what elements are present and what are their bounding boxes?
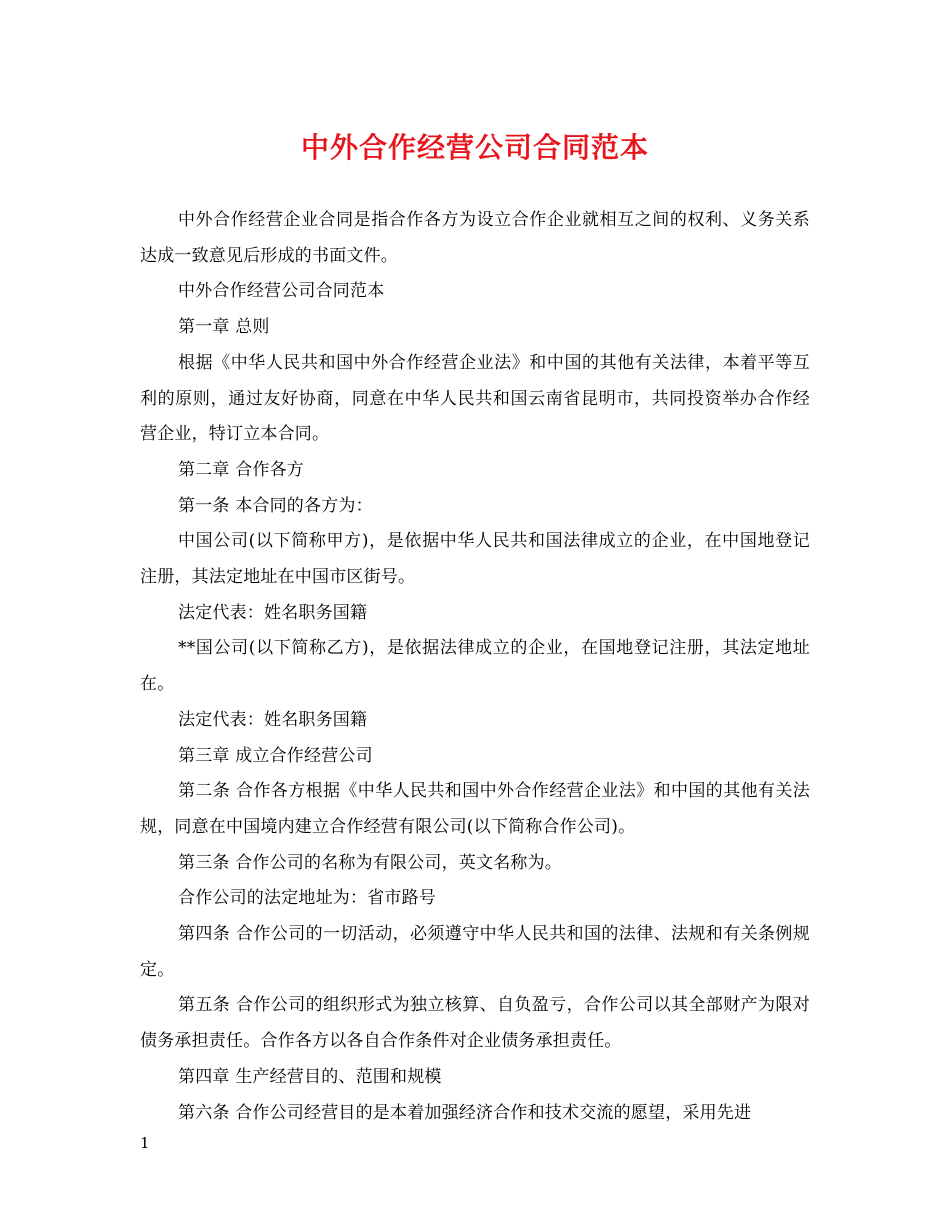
article-5: 第五条 合作公司的组织形式为独立核算、自负盈亏，合作公司以其全部财产为限对债务承担责任。合作各方以各自合作条件对企业债务承担责任。 <box>140 995 810 1052</box>
party-b-description: **国公司(以下简称乙方)，是依据法律成立的企业，在国地登记注册，其法定地址在。 <box>140 638 810 695</box>
party-a-representative: 法定代表：姓名职务国籍 <box>178 602 368 623</box>
paragraph-subtitle: 中外合作经营公司合同范本 <box>178 281 385 302</box>
chapter-heading-2: 第二章 合作各方 <box>178 459 305 480</box>
document-title: 中外合作经营公司合同范本 <box>300 131 649 164</box>
article-2: 第二条 合作各方根据《中华人民共和国中外合作经营企业法》和中国的其他有关法规，同意在中国境内建立合作经营有限公司(以下简称合作公司)。 <box>140 781 810 837</box>
article-4: 第四条 合作公司的一切活动，必须遵守中华人民共和国的法律、法规和有关条例规定。 <box>140 924 810 980</box>
chapter-heading-3: 第三章 成立合作经营公司 <box>178 745 373 766</box>
party-a-description: 中国公司(以下简称甲方)，是依据中华人民共和国法律成立的企业，在中国地登记注册，其法定地址在中国市区街号。 <box>140 531 810 588</box>
article-6: 第六条 合作公司经营目的是本着加强经济合作和技术交流的愿望，采用先进 <box>178 1102 752 1123</box>
document-body <box>140 203 810 1131</box>
paragraph-general: 根据《中华人民共和国中外合作经营企业法》和中国的其他有关法律，本着平等互利的原则，通过友好协商，同意在中华人民共和国云南省昆明市，共同投资举办合作经营企业，特订立本合同。 <box>140 352 810 445</box>
party-b-representative: 法定代表：姓名职务国籍 <box>178 709 368 730</box>
page-number: 1 <box>140 1134 150 1152</box>
article-3: 第三条 合作公司的名称为有限公司，英文名称为。 <box>178 852 563 873</box>
paragraph-intro: 中外合作经营企业合同是指合作各方为设立合作企业就相互之间的权利、义务关系达成一致意见后形成的书面文件。 <box>140 210 810 266</box>
article-1: 第一条 本合同的各方为： <box>178 495 373 516</box>
company-address: 合作公司的法定地址为：省市路号 <box>178 888 436 909</box>
chapter-heading-1: 第一章 总则 <box>178 317 270 338</box>
chapter-heading-4: 第四章 生产经营目的、范围和规模 <box>178 1066 442 1087</box>
